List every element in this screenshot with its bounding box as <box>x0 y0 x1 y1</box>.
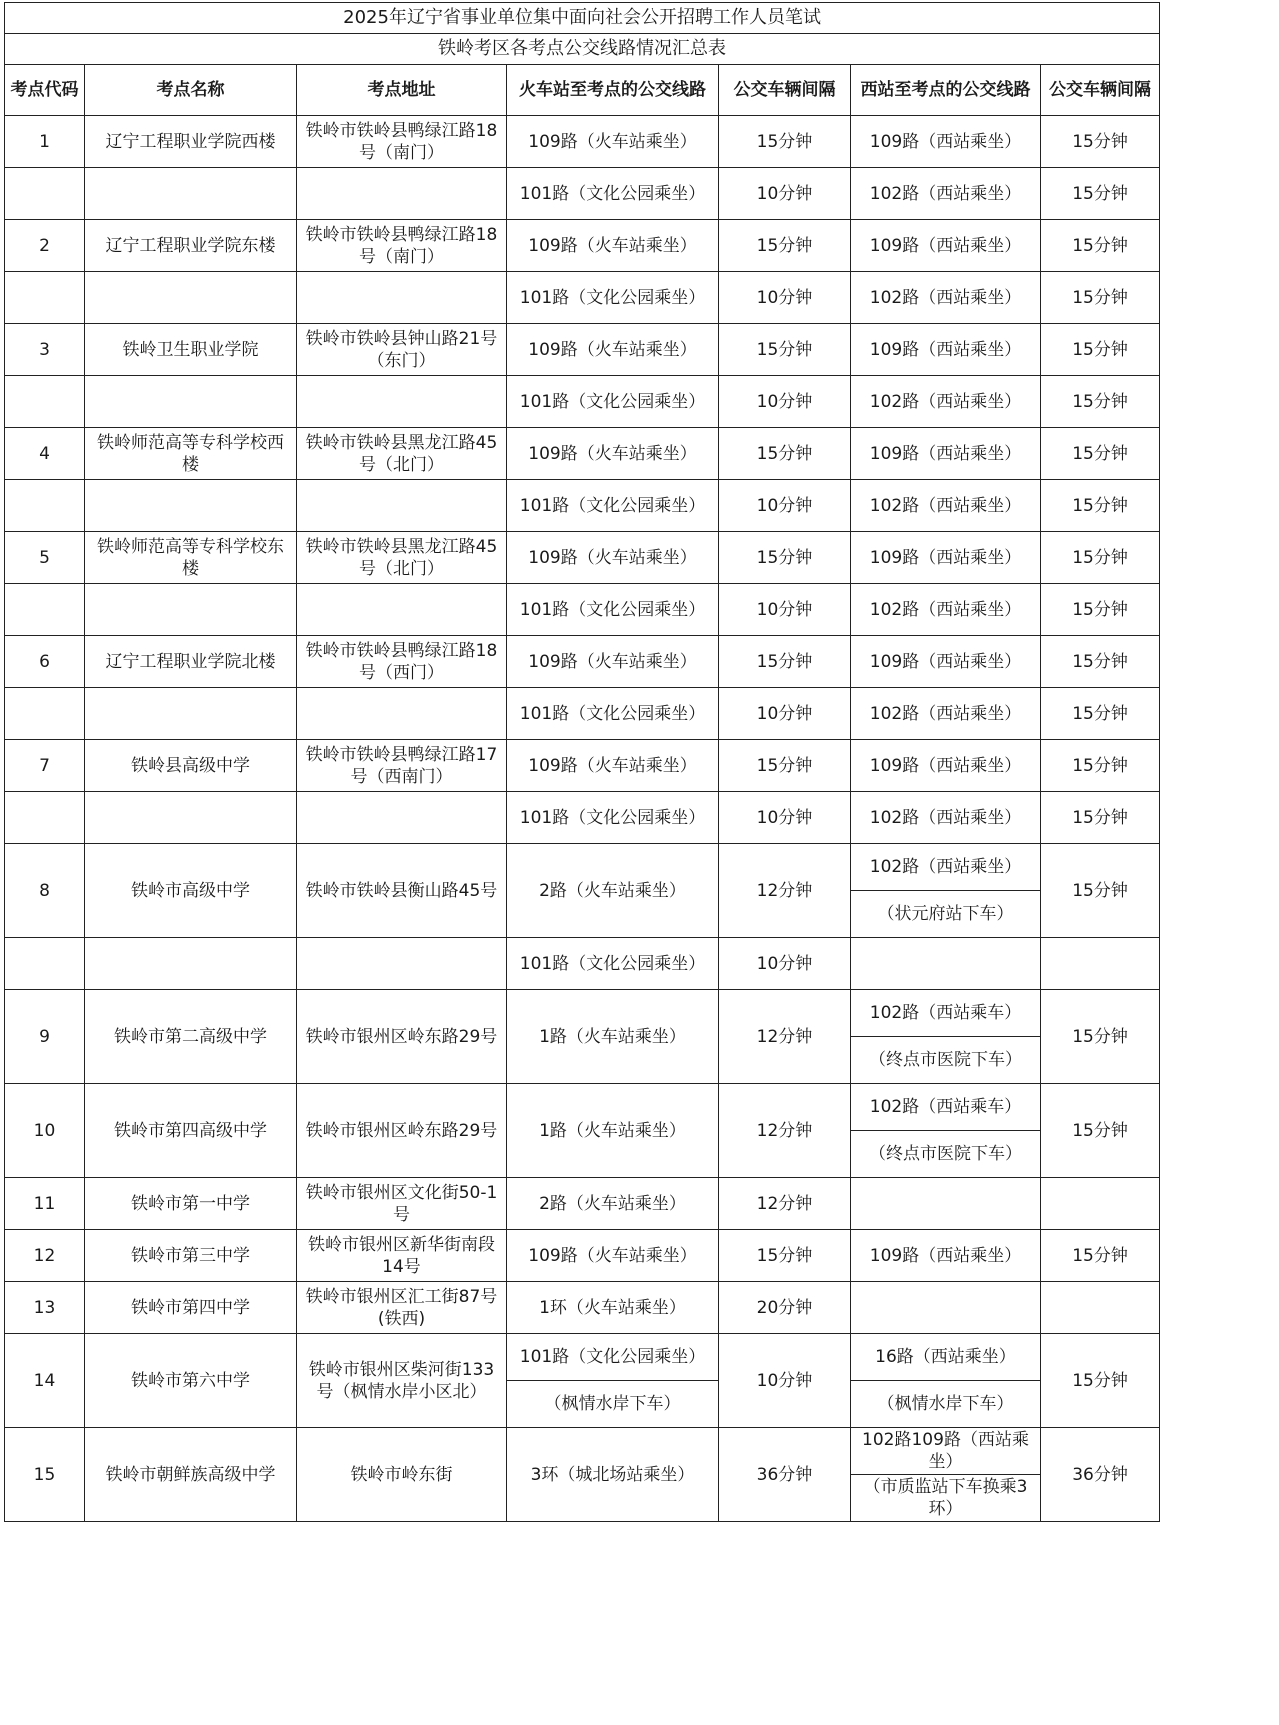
west-route: 109路（西站乘坐） <box>851 532 1041 584</box>
site-name: 铁岭市第三中学 <box>85 1230 297 1282</box>
site-name: 铁岭市第四中学 <box>85 1282 297 1334</box>
train-route: 101路（文化公园乘坐） <box>507 1334 719 1381</box>
empty-cell <box>297 688 507 740</box>
train-route: 101路（文化公园乘坐） <box>507 272 719 324</box>
train-interval: 15分钟 <box>719 116 851 168</box>
empty-cell <box>5 480 85 532</box>
empty-cell <box>85 792 297 844</box>
train-route: 109路（火车站乘坐） <box>507 636 719 688</box>
west-interval: 15分钟 <box>1041 740 1160 792</box>
west-interval: 15分钟 <box>1041 480 1160 532</box>
site-name: 铁岭市第六中学 <box>85 1334 297 1428</box>
header-train-interval: 公交车辆间隔 <box>719 65 851 116</box>
site-name: 铁岭县高级中学 <box>85 740 297 792</box>
table-row <box>5 428 1160 480</box>
header-name: 考点名称 <box>85 65 297 116</box>
table-row <box>5 688 1160 740</box>
west-route: 102路（西站乘坐） <box>851 844 1041 891</box>
train-interval: 15分钟 <box>719 636 851 688</box>
header-west-route: 西站至考点的公交线路 <box>851 65 1041 116</box>
site-name: 辽宁工程职业学院北楼 <box>85 636 297 688</box>
empty-cell <box>85 688 297 740</box>
west-interval: 15分钟 <box>1041 116 1160 168</box>
empty-cell <box>85 272 297 324</box>
west-route: 109路（西站乘坐） <box>851 740 1041 792</box>
train-interval: 15分钟 <box>719 532 851 584</box>
site-address: 铁岭市银州区柴河街133号（枫情水岸小区北） <box>297 1334 507 1428</box>
west-route: 102路（西站乘坐） <box>851 792 1041 844</box>
site-name: 铁岭师范高等专科学校西楼 <box>85 428 297 480</box>
table-row <box>5 1084 1160 1131</box>
site-code: 12 <box>5 1230 85 1282</box>
west-interval: 15分钟 <box>1041 636 1160 688</box>
west-interval: 36分钟 <box>1041 1428 1160 1522</box>
train-interval: 12分钟 <box>719 990 851 1084</box>
west-route: 109路（西站乘坐） <box>851 220 1041 272</box>
table-row <box>5 1334 1160 1381</box>
train-route: 1路（火车站乘坐） <box>507 1084 719 1178</box>
table-row <box>5 990 1160 1037</box>
train-interval: 12分钟 <box>719 1178 851 1230</box>
table-title-sub: 铁岭考区各考点公交线路情况汇总表 <box>5 34 1160 65</box>
site-address: 铁岭市铁岭县鸭绿江路18号（西门） <box>297 636 507 688</box>
bus-route-summary-sheet <box>4 2 1159 1522</box>
empty-cell <box>297 792 507 844</box>
west-interval: 15分钟 <box>1041 1230 1160 1282</box>
table-row <box>5 220 1160 272</box>
west-route-note: （状元府站下车） <box>851 891 1041 938</box>
site-address: 铁岭市岭东街 <box>297 1428 507 1522</box>
table-row <box>5 636 1160 688</box>
train-route: 109路（火车站乘坐） <box>507 1230 719 1282</box>
site-address: 铁岭市铁岭县钟山路21号（东门） <box>297 324 507 376</box>
table-row <box>5 532 1160 584</box>
train-route: 109路（火车站乘坐） <box>507 220 719 272</box>
west-route: 102路（西站乘坐） <box>851 376 1041 428</box>
west-route: 109路（西站乘坐） <box>851 428 1041 480</box>
train-interval: 15分钟 <box>719 740 851 792</box>
site-address: 铁岭市铁岭县黑龙江路45号（北门） <box>297 428 507 480</box>
west-interval: 15分钟 <box>1041 220 1160 272</box>
train-route: 2路（火车站乘坐） <box>507 1178 719 1230</box>
header-address: 考点地址 <box>297 65 507 116</box>
table-title-main: 2025年辽宁省事业单位集中面向社会公开招聘工作人员笔试 <box>5 3 1160 34</box>
empty-cell <box>297 480 507 532</box>
empty-cell <box>297 376 507 428</box>
bus-route-table <box>4 2 1160 1522</box>
train-interval: 36分钟 <box>719 1428 851 1522</box>
table-row <box>5 324 1160 376</box>
train-interval: 12分钟 <box>719 1084 851 1178</box>
empty-cell <box>851 938 1041 990</box>
header-west-interval: 公交车辆间隔 <box>1041 65 1160 116</box>
west-route: 102路（西站乘坐） <box>851 584 1041 636</box>
table-row <box>5 168 1160 220</box>
empty-cell <box>5 272 85 324</box>
site-code: 2 <box>5 220 85 272</box>
west-route: 16路（西站乘坐） <box>851 1334 1041 1381</box>
site-name: 铁岭市第四高级中学 <box>85 1084 297 1178</box>
site-name: 铁岭市第二高级中学 <box>85 990 297 1084</box>
empty-cell <box>85 480 297 532</box>
site-code: 5 <box>5 532 85 584</box>
table-row <box>5 480 1160 532</box>
train-route: 109路（火车站乘坐） <box>507 428 719 480</box>
train-route: 109路（火车站乘坐） <box>507 532 719 584</box>
table-row <box>5 116 1160 168</box>
west-interval: 15分钟 <box>1041 376 1160 428</box>
site-name: 铁岭师范高等专科学校东楼 <box>85 532 297 584</box>
west-route: 102路（西站乘坐） <box>851 168 1041 220</box>
train-route: 101路（文化公园乘坐） <box>507 376 719 428</box>
site-address: 铁岭市银州区文化街50-1号 <box>297 1178 507 1230</box>
table-row <box>5 1428 1160 1475</box>
west-route: 102路（西站乘车） <box>851 1084 1041 1131</box>
west-interval: 15分钟 <box>1041 532 1160 584</box>
table-row <box>5 584 1160 636</box>
empty-cell <box>85 584 297 636</box>
train-interval: 10分钟 <box>719 272 851 324</box>
west-route: 102路（西站乘坐） <box>851 272 1041 324</box>
west-route: 102路（西站乘坐） <box>851 688 1041 740</box>
site-code: 13 <box>5 1282 85 1334</box>
site-name: 辽宁工程职业学院西楼 <box>85 116 297 168</box>
west-route-note: （终点市医院下车） <box>851 1037 1041 1084</box>
table-row <box>5 272 1160 324</box>
empty-cell <box>85 376 297 428</box>
train-interval: 10分钟 <box>719 168 851 220</box>
west-interval: 15分钟 <box>1041 428 1160 480</box>
site-code: 7 <box>5 740 85 792</box>
west-route: 102路（西站乘坐） <box>851 480 1041 532</box>
train-interval: 12分钟 <box>719 844 851 938</box>
west-route: 109路（西站乘坐） <box>851 324 1041 376</box>
train-route-note: （枫情水岸下车） <box>507 1381 719 1428</box>
site-code: 8 <box>5 844 85 938</box>
train-interval: 15分钟 <box>719 428 851 480</box>
train-route: 101路（文化公园乘坐） <box>507 938 719 990</box>
train-interval: 15分钟 <box>719 1230 851 1282</box>
site-code: 9 <box>5 990 85 1084</box>
west-route: 109路（西站乘坐） <box>851 116 1041 168</box>
empty-cell <box>85 938 297 990</box>
empty-cell <box>297 168 507 220</box>
site-name: 铁岭市高级中学 <box>85 844 297 938</box>
train-interval: 10分钟 <box>719 376 851 428</box>
site-address: 铁岭市铁岭县黑龙江路45号（北门） <box>297 532 507 584</box>
west-route-note: （枫情水岸下车） <box>851 1381 1041 1428</box>
table-row <box>5 740 1160 792</box>
site-name: 铁岭市第一中学 <box>85 1178 297 1230</box>
empty-cell <box>5 792 85 844</box>
empty-cell <box>85 168 297 220</box>
train-interval: 10分钟 <box>719 480 851 532</box>
train-route: 101路（文化公园乘坐） <box>507 168 719 220</box>
site-name: 辽宁工程职业学院东楼 <box>85 220 297 272</box>
site-address: 铁岭市铁岭县衡山路45号 <box>297 844 507 938</box>
train-route: 101路（文化公园乘坐） <box>507 480 719 532</box>
west-route: 109路（西站乘坐） <box>851 636 1041 688</box>
train-interval: 10分钟 <box>719 792 851 844</box>
table-row <box>5 938 1160 990</box>
train-route: 101路（文化公园乘坐） <box>507 792 719 844</box>
site-code: 15 <box>5 1428 85 1522</box>
west-interval: 15分钟 <box>1041 272 1160 324</box>
empty-cell <box>297 584 507 636</box>
train-interval: 15分钟 <box>719 324 851 376</box>
train-route: 2路（火车站乘坐） <box>507 844 719 938</box>
west-interval: 15分钟 <box>1041 990 1160 1084</box>
west-interval: 15分钟 <box>1041 792 1160 844</box>
train-route: 101路（文化公园乘坐） <box>507 688 719 740</box>
site-code: 14 <box>5 1334 85 1428</box>
west-route: 102路（西站乘车） <box>851 990 1041 1037</box>
west-interval: 15分钟 <box>1041 168 1160 220</box>
site-name: 铁岭卫生职业学院 <box>85 324 297 376</box>
site-address: 铁岭市铁岭县鸭绿江路18号（南门） <box>297 220 507 272</box>
train-interval: 10分钟 <box>719 688 851 740</box>
west-interval: 15分钟 <box>1041 844 1160 938</box>
site-code: 3 <box>5 324 85 376</box>
table-row <box>5 1178 1160 1230</box>
empty-cell <box>1041 1282 1160 1334</box>
train-route: 109路（火车站乘坐） <box>507 116 719 168</box>
site-code: 10 <box>5 1084 85 1178</box>
empty-cell <box>1041 938 1160 990</box>
table-row <box>5 1282 1160 1334</box>
west-interval: 15分钟 <box>1041 584 1160 636</box>
site-address: 铁岭市银州区新华街南段14号 <box>297 1230 507 1282</box>
west-route-note: （市质监站下车换乘3环） <box>851 1475 1041 1522</box>
empty-cell <box>5 584 85 636</box>
west-route: 102路109路（西站乘坐） <box>851 1428 1041 1475</box>
site-address: 铁岭市银州区岭东路29号 <box>297 990 507 1084</box>
table-row <box>5 1230 1160 1282</box>
site-code: 6 <box>5 636 85 688</box>
table-row <box>5 376 1160 428</box>
empty-cell <box>5 688 85 740</box>
train-route: 109路（火车站乘坐） <box>507 324 719 376</box>
west-interval: 15分钟 <box>1041 688 1160 740</box>
empty-cell <box>5 938 85 990</box>
train-interval: 15分钟 <box>719 220 851 272</box>
empty-cell <box>1041 1178 1160 1230</box>
train-route: 3环（城北场站乘坐） <box>507 1428 719 1522</box>
west-interval: 15分钟 <box>1041 324 1160 376</box>
header-row <box>5 65 1160 116</box>
west-interval: 15分钟 <box>1041 1334 1160 1428</box>
empty-cell <box>5 168 85 220</box>
site-code: 4 <box>5 428 85 480</box>
table-row <box>5 844 1160 891</box>
site-address: 铁岭市铁岭县鸭绿江路17号（西南门） <box>297 740 507 792</box>
west-route-note: （终点市医院下车） <box>851 1131 1041 1178</box>
site-address: 铁岭市铁岭县鸭绿江路18号（南门） <box>297 116 507 168</box>
header-code: 考点代码 <box>5 65 85 116</box>
site-address: 铁岭市银州区岭东路29号 <box>297 1084 507 1178</box>
site-code: 1 <box>5 116 85 168</box>
west-interval: 15分钟 <box>1041 1084 1160 1178</box>
train-route: 109路（火车站乘坐） <box>507 740 719 792</box>
table-row <box>5 792 1160 844</box>
train-interval: 10分钟 <box>719 938 851 990</box>
site-name: 铁岭市朝鲜族高级中学 <box>85 1428 297 1522</box>
west-route: 109路（西站乘坐） <box>851 1230 1041 1282</box>
empty-cell <box>297 938 507 990</box>
train-route: 101路（文化公园乘坐） <box>507 584 719 636</box>
site-code: 11 <box>5 1178 85 1230</box>
train-interval: 10分钟 <box>719 1334 851 1428</box>
train-interval: 10分钟 <box>719 584 851 636</box>
site-address: 铁岭市银州区汇工街87号(铁西) <box>297 1282 507 1334</box>
header-train-route: 火车站至考点的公交线路 <box>507 65 719 116</box>
train-interval: 20分钟 <box>719 1282 851 1334</box>
empty-cell <box>851 1282 1041 1334</box>
train-route: 1路（火车站乘坐） <box>507 990 719 1084</box>
empty-cell <box>297 272 507 324</box>
empty-cell <box>5 376 85 428</box>
train-route: 1环（火车站乘坐） <box>507 1282 719 1334</box>
empty-cell <box>851 1178 1041 1230</box>
